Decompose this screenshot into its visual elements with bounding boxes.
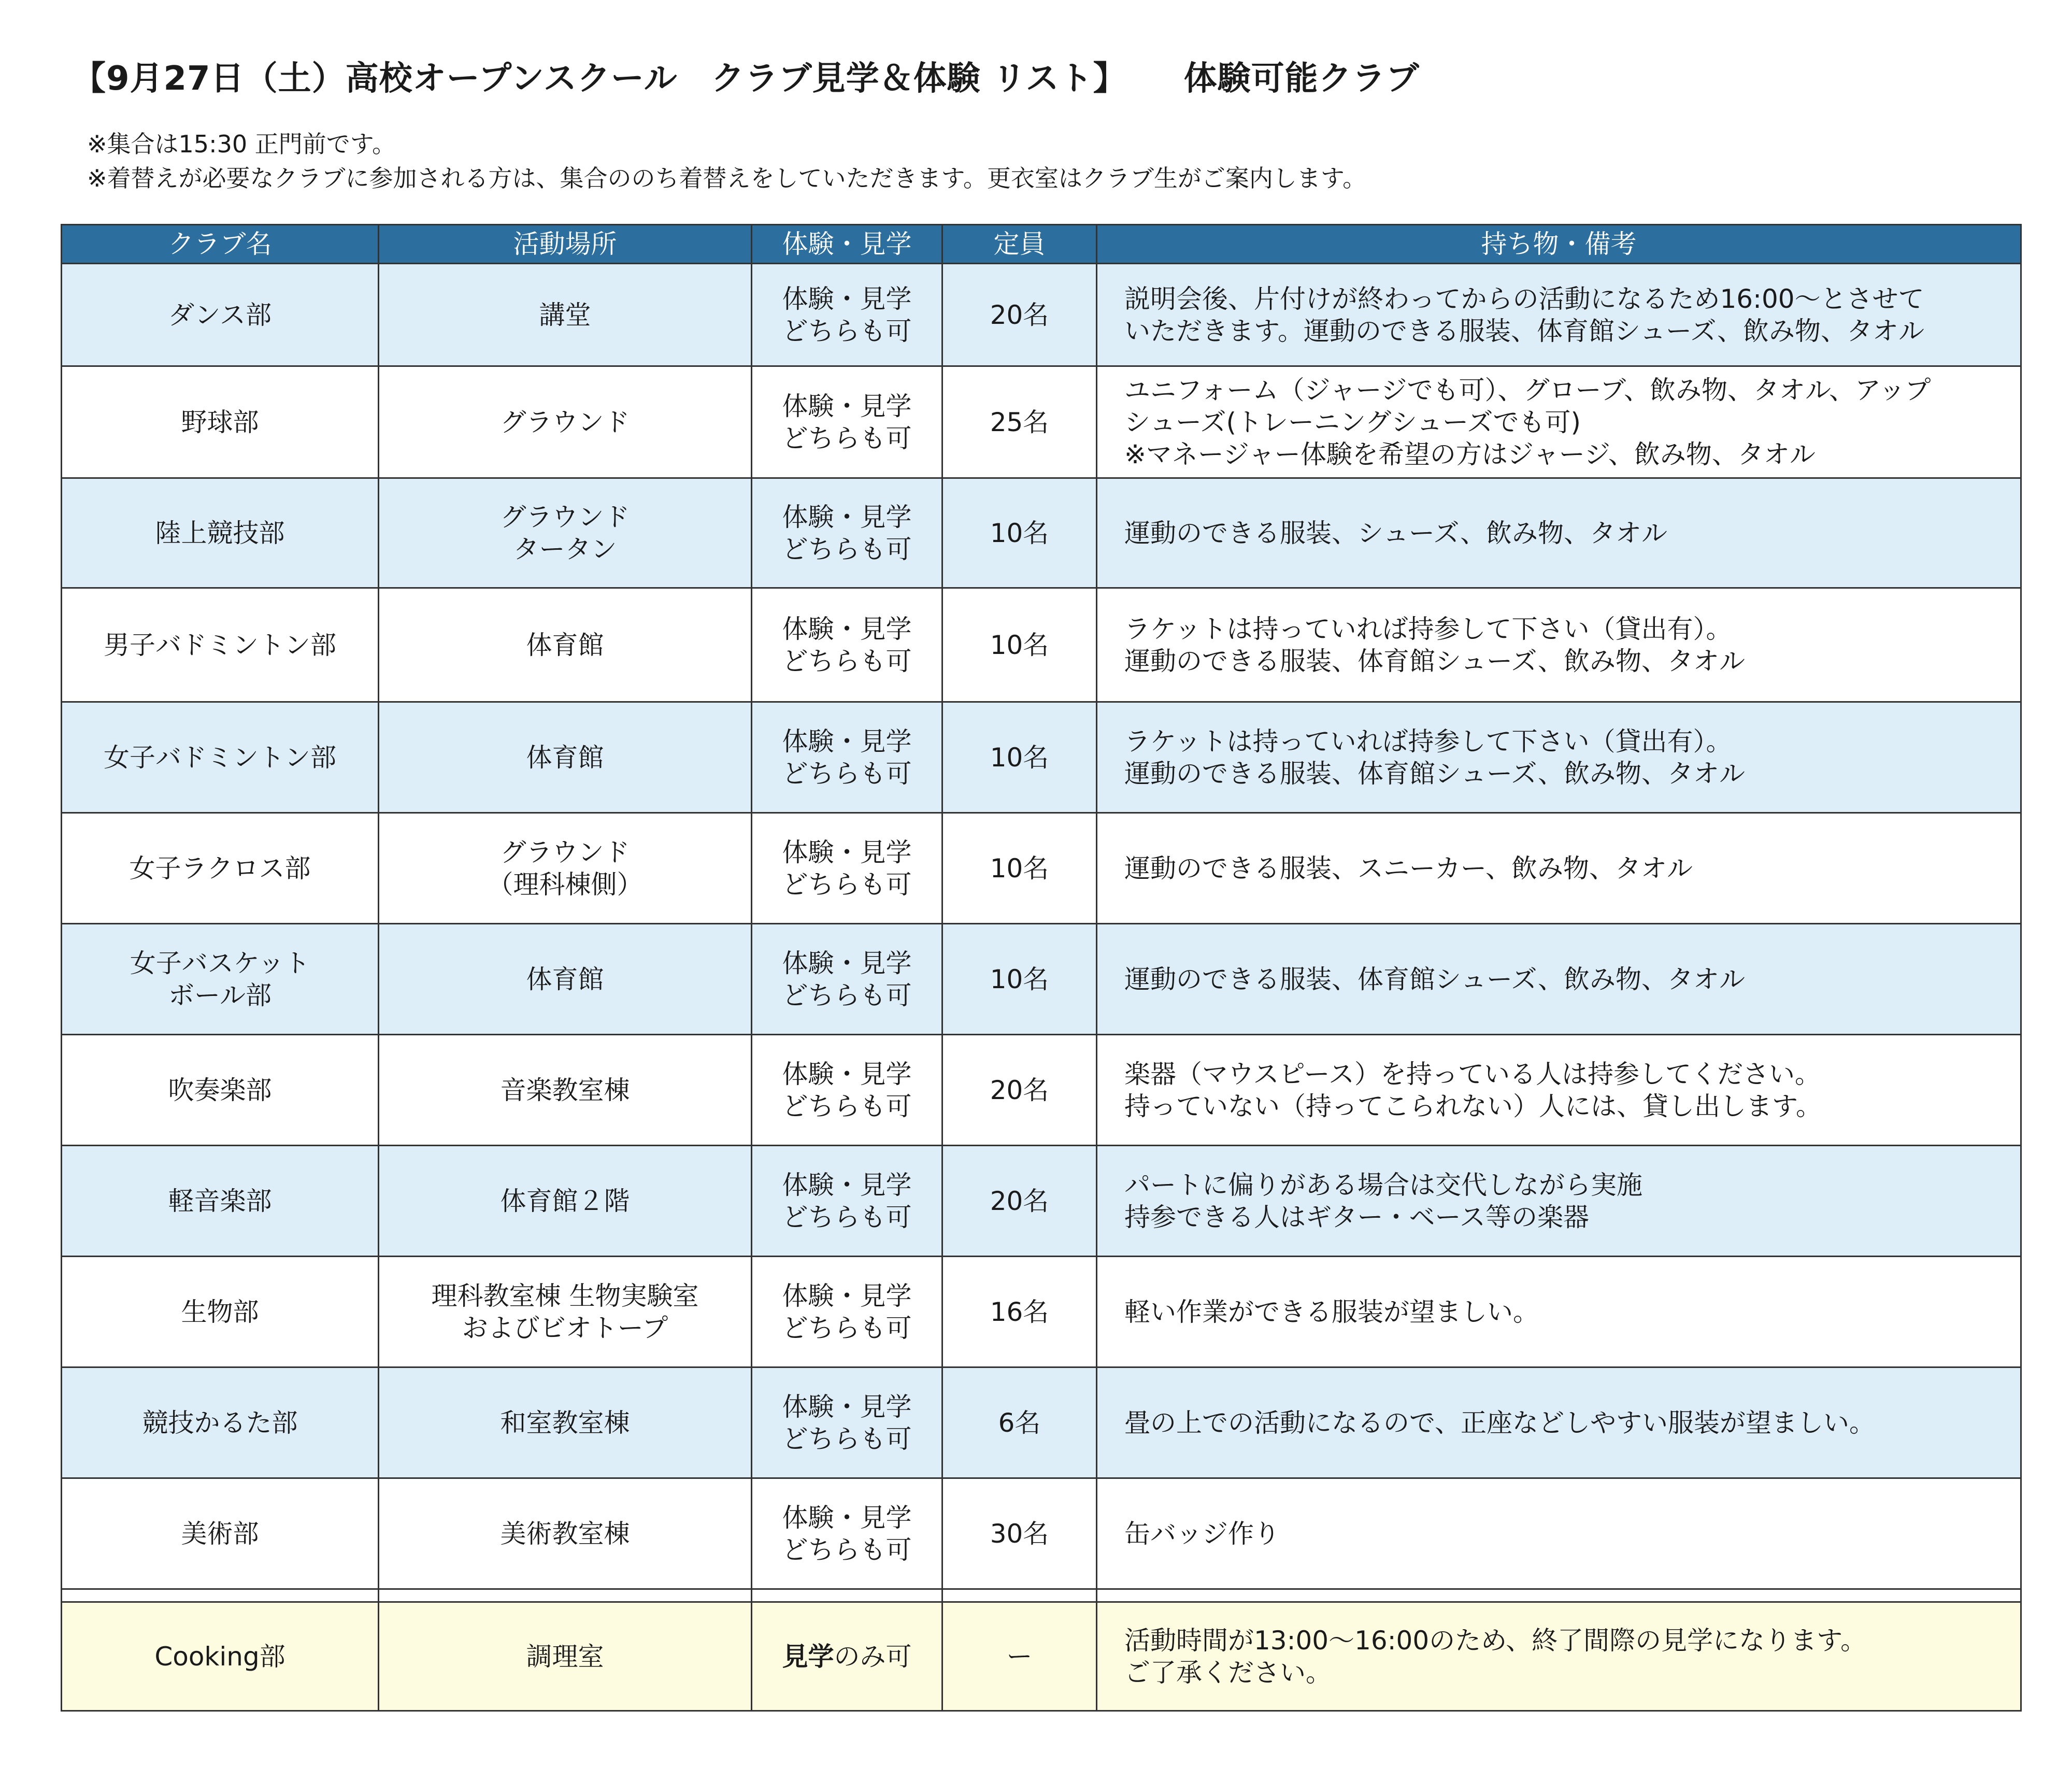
col-header-mode: 体験・見学 <box>752 225 942 264</box>
notes-cell-line: 運動のできる服装、体育館シューズ、飲み物、タオル <box>1124 758 1745 789</box>
spacer-cell <box>62 1589 379 1602</box>
mode-cell-line: 体験・見学 <box>782 283 912 314</box>
capacity-cell: 30名 <box>942 1478 1097 1589</box>
notes-cell-line: シューズ(トレーニングシューズでも可) <box>1124 407 1581 437</box>
club-name-cell <box>62 1478 379 1589</box>
club-name-cell <box>62 1257 379 1367</box>
club-name-cell-line: 美術部 <box>181 1518 259 1549</box>
place-cell-line: タータン <box>513 534 617 564</box>
col-header-capacity: 定員 <box>942 225 1097 264</box>
col-header-notes: 持ち物・備考 <box>1097 225 2021 264</box>
mode-cell-line: どちらも可 <box>782 758 912 789</box>
capacity-cell: ー <box>942 1602 1097 1711</box>
notes-cell <box>1097 1257 2021 1367</box>
mode-cell-line: 体験・見学 <box>782 391 912 421</box>
club-name-cell <box>62 264 379 366</box>
place-cell <box>379 924 752 1035</box>
place-cell-line: 体育館２階 <box>500 1186 630 1216</box>
place-cell-line: 理科教室棟 生物実験室 <box>431 1280 699 1311</box>
table-row <box>62 1367 2021 1478</box>
mode-cell-line: どちらも可 <box>782 423 912 453</box>
title-main: 【9月27日（土）高校オープンスクール クラブ見学＆体験 リスト】 <box>73 60 1127 98</box>
mode-cell-line: どちらも可 <box>782 1202 912 1232</box>
place-cell-line: 体育館 <box>526 742 604 773</box>
club-name-cell <box>62 1367 379 1478</box>
notes-cell-line: 活動時間が13:00～16:00のため、終了間際の見学になります。 <box>1124 1625 1867 1656</box>
notes-cell <box>1097 588 2021 702</box>
capacity-cell: 10名 <box>942 813 1097 924</box>
col-header-club: クラブ名 <box>62 225 379 264</box>
club-name-cell-line: 競技かるた部 <box>142 1407 298 1438</box>
notes-cell-line: ※マネージャー体験を希望の方はジャージ、飲み物、タオル <box>1124 439 1816 469</box>
capacity-cell: 20名 <box>942 264 1097 366</box>
spacer-row <box>62 1589 2021 1602</box>
mode-cell <box>752 366 942 478</box>
place-cell <box>379 1146 752 1257</box>
club-name-cell <box>62 478 379 588</box>
club-name-cell <box>62 813 379 924</box>
table-row <box>62 813 2021 924</box>
table-row <box>62 1035 2021 1146</box>
mode-cell <box>752 1035 942 1146</box>
club-name-cell <box>62 1035 379 1146</box>
mode-cell <box>752 1367 942 1478</box>
notes-cell-line: 軽い作業ができる服装が望ましい。 <box>1124 1296 1539 1327</box>
capacity-cell: 20名 <box>942 1146 1097 1257</box>
spacer-cell <box>1097 1589 2021 1602</box>
club-name-cell <box>62 588 379 702</box>
club-name-cell <box>62 366 379 478</box>
capacity-cell: 10名 <box>942 588 1097 702</box>
mode-cell <box>752 588 942 702</box>
mode-cell <box>752 1257 942 1367</box>
table-row <box>62 702 2021 813</box>
table-row-cooking <box>62 1602 2021 1711</box>
notes-cell-line: いただきます。運動のできる服装、体育館シューズ、飲み物、タオル <box>1124 316 1924 346</box>
notes-cell <box>1097 366 2021 478</box>
mode-cell-line: どちらも可 <box>782 1534 912 1565</box>
capacity-cell: 10名 <box>942 924 1097 1035</box>
place-cell-line: （理科棟側） <box>487 869 643 900</box>
table-header-row <box>62 225 2021 264</box>
place-cell <box>379 478 752 588</box>
notes-cell-line: ラケットは持っていれば持参して下さい（貸出有）。 <box>1124 614 1732 644</box>
col-header-place: 活動場所 <box>379 225 752 264</box>
mode-cell-line: 体験・見学 <box>782 948 912 978</box>
notes-cell <box>1097 813 2021 924</box>
notes-cell <box>1097 702 2021 813</box>
place-cell <box>379 588 752 702</box>
club-name-cell-line: 男子バドミントン部 <box>104 630 336 660</box>
club-name-cell <box>62 924 379 1035</box>
club-name-cell-line: 野球部 <box>181 407 259 437</box>
notes-cell <box>1097 1035 2021 1146</box>
table-row <box>62 1146 2021 1257</box>
mode-cell-line: 体験・見学 <box>782 1391 912 1422</box>
notes-cell-line: 楽器（マウスピース）を持っている人は持参してください。 <box>1124 1059 1821 1089</box>
mode-cell <box>752 924 942 1035</box>
notes-cell <box>1097 1146 2021 1257</box>
mode-cell-line: どちらも可 <box>782 316 912 346</box>
mode-cell-line: 体験・見学 <box>782 726 912 757</box>
mode-cell-line: 体験・見学 <box>782 1280 912 1311</box>
capacity-cell: 10名 <box>942 478 1097 588</box>
notes-cell <box>1097 478 2021 588</box>
notes-cell-line: ご了承ください。 <box>1124 1657 1332 1688</box>
table-row <box>62 588 2021 702</box>
mode-cell-line: どちらも可 <box>782 1091 912 1121</box>
place-cell <box>379 366 752 478</box>
table-row <box>62 924 2021 1035</box>
notes-cell <box>1097 1602 2021 1711</box>
club-name-cell-line: ダンス部 <box>168 300 271 330</box>
table-row <box>62 366 2021 478</box>
mode-cell-line: どちらも可 <box>782 1313 912 1343</box>
place-cell-line: 講堂 <box>539 300 591 330</box>
notes-cell <box>1097 1478 2021 1589</box>
club-table <box>61 224 2022 1712</box>
notes-cell-line: 畳の上での活動になるので、正座などしやすい服装が望ましい。 <box>1124 1407 1875 1438</box>
place-cell <box>379 1257 752 1367</box>
mode-cell <box>752 1146 942 1257</box>
capacity-cell: 25名 <box>942 366 1097 478</box>
table-body <box>62 264 2021 1711</box>
place-cell-line: 和室教室棟 <box>500 1407 630 1438</box>
place-cell-line: グラウンド <box>500 837 630 867</box>
note-line: ※集合は15:30 正門前です。 <box>87 130 396 158</box>
place-cell <box>379 813 752 924</box>
notes-cell-line: 運動のできる服装、体育館シューズ、飲み物、タオル <box>1124 964 1745 994</box>
place-cell <box>379 1035 752 1146</box>
table-row <box>62 478 2021 588</box>
club-name-cell-line: ボール部 <box>168 980 271 1010</box>
club-name-cell <box>62 702 379 813</box>
notes-cell-line: パートに偏りがある場合は交代しながら実施 <box>1124 1170 1642 1200</box>
place-cell <box>379 1478 752 1589</box>
place-cell <box>379 264 752 366</box>
table-row <box>62 1478 2021 1589</box>
mode-cell-line: どちらも可 <box>782 980 912 1010</box>
mode-cell <box>752 1478 942 1589</box>
club-name-cell <box>62 1146 379 1257</box>
notes-cell <box>1097 264 2021 366</box>
place-cell-line: 音楽教室棟 <box>500 1075 630 1105</box>
spacer-cell <box>379 1589 752 1602</box>
club-name-cell-line: 女子バドミントン部 <box>104 742 336 773</box>
place-cell-line: グラウンド <box>500 502 630 532</box>
capacity-cell: 16名 <box>942 1257 1097 1367</box>
mode-bold-text: 見学 <box>782 1641 834 1672</box>
notes-cell-line: ラケットは持っていれば持参して下さい（貸出有）。 <box>1124 726 1732 757</box>
mode-cell <box>752 478 942 588</box>
club-name-cell-line: 陸上競技部 <box>155 518 285 548</box>
capacity-cell: 10名 <box>942 702 1097 813</box>
notes-cell-line: 運動のできる服装、体育館シューズ、飲み物、タオル <box>1124 646 1745 676</box>
mode-cell-line: 体験・見学 <box>782 837 912 867</box>
club-name-cell-line: 女子バスケット <box>130 948 310 978</box>
mode-cell-line: どちらも可 <box>782 1423 912 1454</box>
club-name-cell-line: 吹奏楽部 <box>168 1075 272 1105</box>
title-sub: 体験可能クラブ <box>1183 60 1420 98</box>
spacer-cell <box>752 1589 942 1602</box>
mode-cell <box>752 813 942 924</box>
club-name-cell-line: 女子ラクロス部 <box>129 853 311 884</box>
notes-cell-line: 運動のできる服装、スニーカー、飲み物、タオル <box>1124 853 1693 884</box>
place-cell-line: グラウンド <box>500 407 630 437</box>
club-name-cell: Cooking部 <box>62 1602 379 1711</box>
note-line: ※着替えが必要なクラブに参加される方は、集合ののち着替えをしていただきます。更衣室はクラブ生がご案内します。 <box>87 164 1367 192</box>
notes-cell-line: 運動のできる服装、シューズ、飲み物、タオル <box>1124 518 1667 548</box>
mode-cell <box>752 702 942 813</box>
notes-cell-line: 説明会後、片付けが終わってからの活動になるため16:00～とさせて <box>1124 283 1924 314</box>
club-name-cell-line: 生物部 <box>181 1296 259 1327</box>
notes-cell-line: 持参できる人はギター・ベース等の楽器 <box>1124 1202 1589 1232</box>
notes-cell-line: ユニフォーム（ジャージでも可）、グローブ、飲み物、タオル、アップ <box>1124 375 1931 405</box>
mode-cell-line: 体験・見学 <box>782 1170 912 1200</box>
mode-cell-line: 体験・見学 <box>782 502 912 532</box>
notes-cell <box>1097 924 2021 1035</box>
notes-cell-line: 持っていない（持ってこられない）人には、貸し出します。 <box>1124 1091 1822 1121</box>
capacity-cell: 20名 <box>942 1035 1097 1146</box>
mode-cell-line: どちらも可 <box>782 534 912 564</box>
mode-cell-line: 体験・見学 <box>782 1502 912 1533</box>
place-cell-line: 美術教室棟 <box>500 1518 630 1549</box>
place-cell-line: およびビオトープ <box>462 1313 668 1343</box>
spacer-cell <box>942 1589 1097 1602</box>
place-cell <box>379 1367 752 1478</box>
table-row <box>62 1257 2021 1367</box>
mode-cell <box>752 264 942 366</box>
place-cell-line: 体育館 <box>526 630 604 660</box>
mode-cell-line: 体験・見学 <box>782 614 912 644</box>
table-row <box>62 264 2021 366</box>
mode-cell-line: どちらも可 <box>782 869 912 900</box>
notes-cell <box>1097 1367 2021 1478</box>
notes-cell-line: 缶バッジ作り <box>1124 1518 1280 1549</box>
capacity-cell: 6名 <box>942 1367 1097 1478</box>
mode-rest-text: のみ可 <box>834 1641 912 1672</box>
mode-cell-line: 体験・見学 <box>782 1059 912 1089</box>
place-cell: 調理室 <box>379 1602 752 1711</box>
page-title <box>73 52 1420 99</box>
mode-cell <box>752 1602 942 1711</box>
notes <box>87 127 1366 195</box>
mode-cell-line: どちらも可 <box>782 646 912 676</box>
club-name-cell-line: 軽音楽部 <box>168 1186 272 1216</box>
place-cell-line: 体育館 <box>526 964 604 994</box>
place-cell <box>379 702 752 813</box>
